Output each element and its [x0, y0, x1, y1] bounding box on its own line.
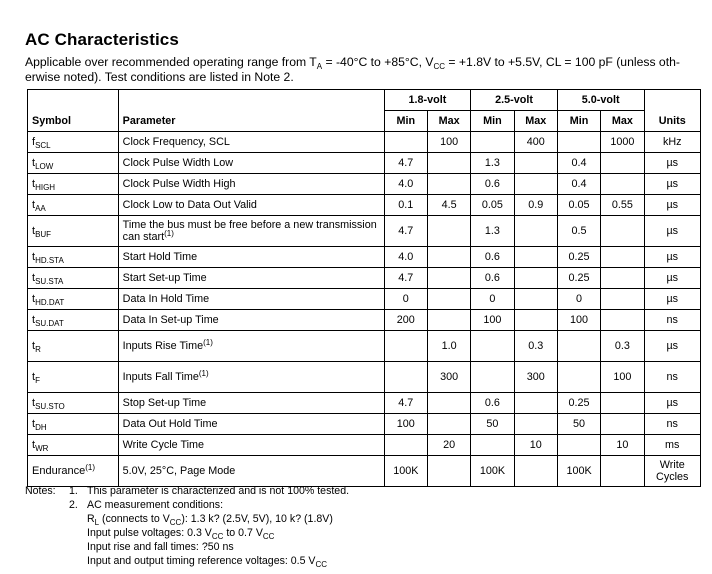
cell-value: [514, 456, 557, 487]
cell-value: [601, 414, 644, 435]
note-2-line-rl: [25, 512, 349, 526]
symbol-main: t: [32, 340, 36, 352]
cell-value: 0: [557, 289, 600, 310]
symbol-main: t: [32, 293, 36, 305]
cell-value: [514, 414, 557, 435]
cell-value: 10: [601, 435, 644, 456]
note-2: [25, 498, 349, 512]
cell-value: [514, 393, 557, 414]
intro-vcc-subscript: CC: [433, 62, 446, 71]
cell-value: [427, 393, 470, 414]
cell-value: 4.0: [384, 247, 427, 268]
table-row: [28, 331, 701, 362]
cell-value: 20: [427, 435, 470, 456]
cell-value: [427, 289, 470, 310]
header-min: Min: [384, 111, 427, 132]
table-row: [28, 247, 701, 268]
cell-units: kHz: [644, 132, 700, 153]
symbol-main: Endurance: [32, 465, 86, 477]
symbol-main: t: [32, 225, 36, 237]
symbol-subscript: WR: [35, 444, 49, 453]
table-row: [28, 435, 701, 456]
cell-value: 100: [384, 414, 427, 435]
table-row: [28, 310, 701, 331]
cell-value: [384, 132, 427, 153]
cell-symbol: [28, 247, 119, 268]
cell-units: ns: [644, 362, 700, 393]
group-header-2-5-volt: 2.5-volt: [471, 90, 558, 111]
symbol-subscript: SU.DAT: [35, 319, 64, 328]
pulse-text-2: to 0.7 V: [223, 527, 263, 539]
symbol-subscript: HIGH: [35, 183, 56, 192]
parameter-text: Start Hold Time: [122, 251, 198, 263]
header-parameter: Parameter: [118, 111, 384, 132]
cell-value: [514, 174, 557, 195]
cell-symbol: [28, 362, 119, 393]
cell-value: [514, 289, 557, 310]
note-2-line-rise-fall: Input rise and fall times: ?50 ns: [87, 541, 234, 553]
cell-units: µs: [644, 153, 700, 174]
ac-characteristics-table: [27, 89, 701, 487]
cell-symbol: [28, 456, 119, 487]
symbol-main: t: [32, 314, 36, 326]
cell-value: 0.6: [471, 174, 514, 195]
intro-paragraph: [25, 55, 705, 85]
cell-value: [427, 174, 470, 195]
reference-vcc-subscript: CC: [315, 560, 328, 569]
cell-value: [427, 414, 470, 435]
cell-symbol: [28, 268, 119, 289]
table-row: [28, 268, 701, 289]
cell-parameter: [118, 268, 384, 289]
symbol-subscript: R: [35, 345, 41, 354]
cell-value: [427, 247, 470, 268]
cell-value: [427, 216, 470, 247]
symbol-subscript: HD.DAT: [35, 298, 65, 307]
cell-parameter: [118, 247, 384, 268]
cell-value: 300: [427, 362, 470, 393]
cell-units: µs: [644, 268, 700, 289]
cell-value: [427, 310, 470, 331]
header-max: Max: [514, 111, 557, 132]
symbol-main: t: [32, 178, 36, 190]
symbol-main: t: [32, 397, 36, 409]
parameter-text: Clock Frequency, SCL: [122, 136, 230, 148]
cell-parameter: [118, 393, 384, 414]
parameter-text: Start Set-up Time: [122, 272, 207, 284]
cell-value: 4.7: [384, 153, 427, 174]
cell-value: [601, 456, 644, 487]
cell-value: 50: [557, 414, 600, 435]
cell-value: [601, 268, 644, 289]
cell-value: 300: [514, 362, 557, 393]
table-row: [28, 393, 701, 414]
cell-units: µs: [644, 174, 700, 195]
cell-value: 0: [471, 289, 514, 310]
cell-value: 0.25: [557, 268, 600, 289]
cell-value: [557, 331, 600, 362]
cell-value: 0.3: [514, 331, 557, 362]
cell-value: 0.6: [471, 268, 514, 289]
header-symbol: Symbol: [28, 111, 119, 132]
cell-value: 0.4: [557, 153, 600, 174]
cell-units: µs: [644, 216, 700, 247]
cell-value: [427, 153, 470, 174]
parameter-text: 5.0V, 25°C, Page Mode: [122, 465, 236, 477]
cell-symbol: [28, 153, 119, 174]
cell-value: [601, 216, 644, 247]
note-1: [25, 484, 349, 498]
cell-value: 4.7: [384, 268, 427, 289]
cell-value: 100: [471, 310, 514, 331]
cell-symbol: [28, 393, 119, 414]
parameter-text: Inputs Fall Time: [122, 371, 199, 383]
cell-value: 0.55: [601, 195, 644, 216]
cell-value: [557, 362, 600, 393]
cell-value: 1.0: [427, 331, 470, 362]
cell-value: 100: [557, 310, 600, 331]
parameter-footnote: (1): [164, 229, 174, 238]
header-blank-parameter: [118, 90, 384, 111]
cell-value: [384, 435, 427, 456]
cell-value: [384, 362, 427, 393]
table-row: [28, 132, 701, 153]
parameter-text: Data In Set-up Time: [122, 314, 219, 326]
symbol-subscript: LOW: [35, 162, 54, 171]
note-2-line-reference: [25, 554, 349, 568]
header-max: Max: [427, 111, 470, 132]
note-2-text: AC measurement conditions:: [87, 499, 224, 511]
rl-subscript: L: [94, 518, 100, 527]
cell-units: ns: [644, 310, 700, 331]
parameter-text: Write Cycle Time: [122, 439, 205, 451]
group-header-5-0-volt: 5.0-volt: [557, 90, 644, 111]
parameter-footnote: (1): [198, 369, 209, 378]
cell-value: [427, 456, 470, 487]
rl-text-2: (connects to V: [99, 513, 170, 525]
table-row: [28, 153, 701, 174]
cell-parameter: [118, 195, 384, 216]
cell-parameter: [118, 331, 384, 362]
parameter-text: Data Out Hold Time: [122, 418, 218, 430]
symbol-subscript: AA: [35, 204, 46, 213]
cell-value: 0.6: [471, 247, 514, 268]
cell-units: Write Cycles: [644, 456, 700, 487]
cell-value: 0.05: [557, 195, 600, 216]
cell-parameter: [118, 174, 384, 195]
cell-value: 4.0: [384, 174, 427, 195]
cell-parameter: [118, 216, 384, 247]
header-min: Min: [557, 111, 600, 132]
reference-text: Input and output timing reference voltages: 0.5 V: [87, 555, 316, 567]
cell-units: µs: [644, 289, 700, 310]
intro-text-2: = -40°C to +85°C, V: [322, 55, 434, 69]
symbol-subscript: HD.STA: [35, 256, 64, 265]
table-row: [28, 362, 701, 393]
cell-value: [514, 310, 557, 331]
header-blank-symbol: [28, 90, 119, 111]
rl-text: R: [87, 513, 95, 525]
cell-symbol: [28, 310, 119, 331]
parameter-text: Inputs Rise Time: [122, 340, 204, 352]
cell-symbol: [28, 435, 119, 456]
symbol-subscript: F: [35, 376, 40, 385]
cell-value: 200: [384, 310, 427, 331]
notes-label-spacer: [25, 498, 69, 512]
note-2-line-pulse: [25, 526, 349, 540]
notes-section: [25, 484, 349, 568]
cell-value: 100K: [557, 456, 600, 487]
parameter-text: Clock Low to Data Out Valid: [122, 199, 257, 211]
cell-value: 1000: [601, 132, 644, 153]
cell-value: [601, 310, 644, 331]
cell-value: [514, 216, 557, 247]
cell-parameter: [118, 310, 384, 331]
pulse-text: Input pulse voltages: 0.3 V: [87, 527, 212, 539]
cell-value: [557, 132, 600, 153]
note-2-number: 2.: [69, 499, 78, 511]
cell-value: 1.3: [471, 153, 514, 174]
notes-label: Notes:: [25, 485, 56, 497]
symbol-main: t: [32, 272, 36, 284]
intro-text-3: = +1.8V to +5.5V, CL = 100 pF (unless oth-erwise noted). Test conditions are listed in Note 2.: [25, 55, 680, 84]
cell-value: 100K: [384, 456, 427, 487]
cell-symbol: [28, 331, 119, 362]
parameter-text: Stop Set-up Time: [122, 397, 207, 409]
cell-value: 50: [471, 414, 514, 435]
parameter-text: Time the bus must be free before a new transmission can start: [122, 219, 377, 243]
cell-value: [384, 331, 427, 362]
cell-value: 0.4: [557, 174, 600, 195]
symbol-subscript: SU.STO: [35, 402, 65, 411]
cell-parameter: [118, 414, 384, 435]
cell-value: [471, 435, 514, 456]
cell-value: [514, 268, 557, 289]
cell-value: 0.6: [471, 393, 514, 414]
cell-value: 0: [384, 289, 427, 310]
cell-parameter: [118, 132, 384, 153]
cell-value: 0.5: [557, 216, 600, 247]
symbol-subscript: SCL: [35, 141, 51, 150]
cell-value: [514, 247, 557, 268]
cell-value: 400: [514, 132, 557, 153]
parameter-text: Clock Pulse Width Low: [122, 157, 234, 169]
cell-symbol: [28, 174, 119, 195]
header-max: Max: [601, 111, 644, 132]
cell-value: 1.3: [471, 216, 514, 247]
symbol-subscript: BUF: [35, 230, 52, 239]
cell-value: 0.05: [471, 195, 514, 216]
table-group-header-row: [28, 90, 701, 111]
cell-value: 100: [601, 362, 644, 393]
symbol-main: t: [32, 199, 36, 211]
symbol-main: t: [32, 371, 36, 383]
table-column-header-row: [28, 111, 701, 132]
cell-symbol: [28, 195, 119, 216]
cell-value: [557, 435, 600, 456]
cell-value: [471, 331, 514, 362]
page-title: AC Characteristics: [25, 30, 179, 49]
cell-units: µs: [644, 393, 700, 414]
cell-units: ms: [644, 435, 700, 456]
cell-value: 0.3: [601, 331, 644, 362]
cell-parameter: [118, 435, 384, 456]
cell-value: [471, 132, 514, 153]
cell-symbol: [28, 289, 119, 310]
cell-symbol: [28, 132, 119, 153]
cell-units: µs: [644, 195, 700, 216]
cell-units: ns: [644, 414, 700, 435]
symbol-footnote: (1): [85, 463, 95, 472]
header-min: Min: [471, 111, 514, 132]
cell-value: 0.1: [384, 195, 427, 216]
table-row: [28, 414, 701, 435]
cell-value: 4.7: [384, 393, 427, 414]
cell-value: [427, 268, 470, 289]
cell-value: [601, 153, 644, 174]
symbol-main: t: [32, 157, 36, 169]
cell-value: 4.7: [384, 216, 427, 247]
cell-value: [601, 393, 644, 414]
intro-text-1: Applicable over recommended operating range from T: [25, 55, 317, 69]
cell-value: [514, 153, 557, 174]
rl-vcc-subscript: CC: [169, 518, 182, 527]
table-row: [28, 216, 701, 247]
cell-value: 100K: [471, 456, 514, 487]
header-units: Units: [644, 111, 700, 132]
symbol-subscript: DH: [35, 423, 47, 432]
cell-value: 0.9: [514, 195, 557, 216]
cell-value: 0.25: [557, 393, 600, 414]
symbol-subscript: SU.STA: [35, 277, 64, 286]
parameter-footnote: (1): [203, 338, 213, 347]
cell-value: [601, 247, 644, 268]
cell-parameter: [118, 362, 384, 393]
cell-value: [601, 174, 644, 195]
cell-symbol: [28, 216, 119, 247]
header-blank-units: [644, 90, 700, 111]
rl-text-3: ): 1.3 k? (2.5V, 5V), 10 k? (1.8V): [181, 513, 333, 525]
cell-value: 4.5: [427, 195, 470, 216]
cell-parameter: [118, 289, 384, 310]
note-1-text: This parameter is characterized and is not 100% tested.: [87, 485, 350, 497]
note-1-number: 1.: [69, 485, 78, 497]
group-header-1-8-volt: 1.8-volt: [384, 90, 471, 111]
cell-parameter: [118, 153, 384, 174]
cell-value: [471, 362, 514, 393]
table-row: [28, 289, 701, 310]
symbol-main: t: [32, 439, 36, 451]
cell-value: 100: [427, 132, 470, 153]
cell-value: 0.25: [557, 247, 600, 268]
symbol-main: t: [32, 251, 36, 263]
cell-symbol: [28, 414, 119, 435]
cell-parameter: [118, 456, 384, 487]
parameter-text: Data In Hold Time: [122, 293, 210, 305]
pulse-vcc-subscript-1: CC: [211, 532, 224, 541]
table-row: [28, 195, 701, 216]
parameter-text: Clock Pulse Width High: [122, 178, 236, 190]
table-row: [28, 174, 701, 195]
cell-units: µs: [644, 331, 700, 362]
symbol-main: f: [32, 136, 36, 148]
pulse-vcc-subscript-2: CC: [262, 532, 275, 541]
cell-units: µs: [644, 247, 700, 268]
table-row: [28, 456, 701, 487]
cell-value: 10: [514, 435, 557, 456]
intro-ta-subscript: A: [316, 62, 323, 71]
symbol-main: t: [32, 418, 36, 430]
cell-value: [601, 289, 644, 310]
